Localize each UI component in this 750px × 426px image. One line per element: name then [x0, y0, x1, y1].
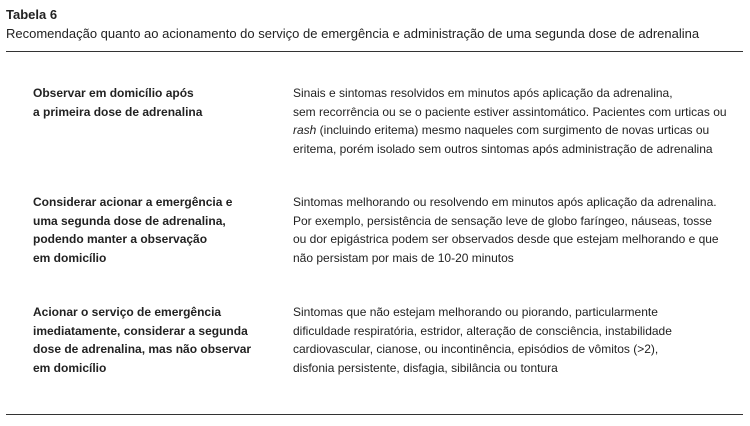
row-description: [293, 193, 743, 267]
description-line: Sintomas que não estejam melhorando ou piorando, particularmente: [293, 305, 658, 319]
description-line: não persistam por mais de 10-20 minutos: [293, 250, 514, 265]
table-bottom-rule: [6, 414, 743, 415]
rash-term: rash: [293, 123, 317, 137]
row-description: [293, 84, 743, 158]
description-line: disfonia persistente, disfagia, sibilância ou tontura: [293, 360, 558, 375]
description-line: Sinais e sintomas resolvidos em minutos após aplicação da adrenalina,: [293, 86, 673, 100]
table-top-rule: [6, 51, 743, 52]
description-line: sem recorrência ou se o paciente estiver assintomático. Pacientes com urticas ou: [293, 104, 727, 119]
row-condition: Acionar o serviço de emergência imediatamente, considerar a segunda dose de adrenalina, mas não observar em domicílio: [33, 305, 252, 375]
table-caption: Recomendação quanto ao acionamento do serviço de emergência e administração de uma segunda dose de adrenalina: [6, 26, 700, 41]
row-condition: Considerar acionar a emergência e uma segunda dose de adrenalina, podendo manter a observação em domicílio: [33, 195, 233, 265]
row-condition: Observar em domicílio após a primeira dose de adrenalina: [33, 86, 203, 119]
description-line: cardiovascular, cianose, ou incontinência, episódios de vômitos (>2),: [293, 342, 659, 356]
description-line: dificuldade respiratória, estridor, alteração de consciência, instabilidade: [293, 323, 672, 338]
description-line-rest: (incluindo eritema) mesmo naqueles com surgimento de novas urticas ou: [316, 123, 710, 137]
table-label: Tabela 6: [6, 7, 58, 22]
row-description: [293, 303, 743, 377]
description-line: eritema, porém isolado sem outros sintomas após administração de adrenalina: [293, 141, 713, 156]
description-line: Sintomas melhorando ou resolvendo em minutos após aplicação da adrenalina.: [293, 195, 717, 209]
description-line: ou dor epigástrica podem ser observados desde que estejam melhorando e que: [293, 232, 719, 246]
description-line: Por exemplo, persistência de sensação leve de globo faríngeo, náuseas, tosse: [293, 213, 712, 228]
description-line: [293, 121, 743, 140]
